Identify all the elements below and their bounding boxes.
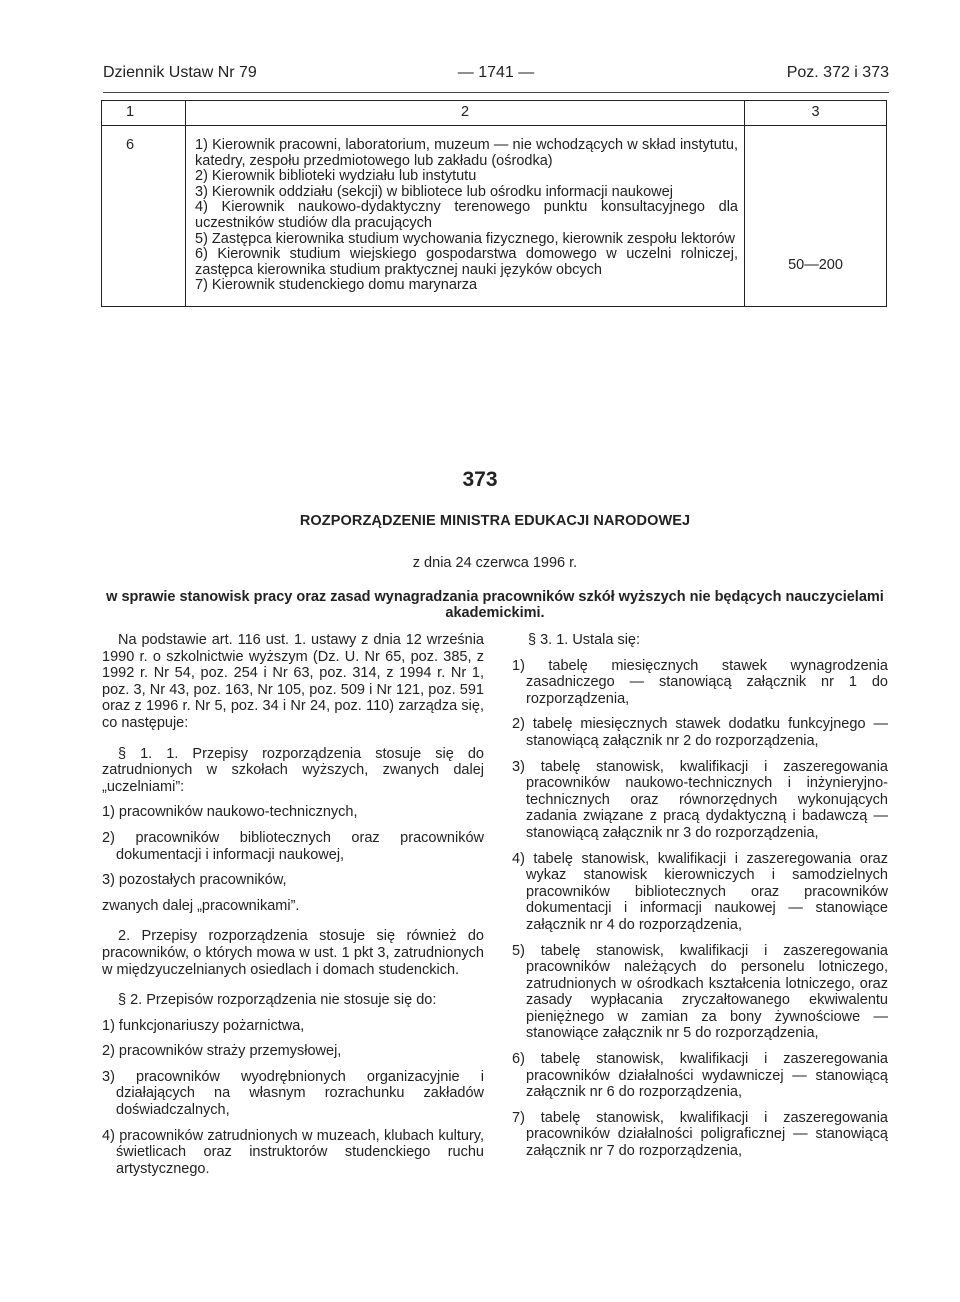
paragraph-1-2: 2. Przepisy rozporządzenia stosuje się również do pracowników, o których mowa w ust. 1 pkt 3, zatrudnionych w międzyuczelnianych osiedlach i domach studenckich.	[102, 928, 484, 978]
list-item: 6) tabelę stanowisk, kwalifikacji i zaszeregowania pracowników działalności wydawniczej — stanowiącą załącznik nr 6 do rozporządzenia,	[512, 1051, 888, 1101]
list-item: 2) pracowników straży przemysłowej,	[102, 1043, 342, 1060]
list-item: 2) pracowników bibliotecznych oraz pracowników dokumentacji i informacji naukowej,	[102, 829, 484, 863]
table-header-cell: 2	[186, 101, 745, 126]
running-header	[103, 64, 889, 86]
journal-name: Dziennik Ustaw Nr 79	[103, 64, 257, 81]
positions-table	[101, 100, 887, 307]
left-column	[102, 632, 484, 1177]
preamble: Na podstawie art. 116 ust. 1. ustawy z dnia 12 września 1990 r. o szkolnictwie wyższym (Dz. U. Nr 65, poz. 385, z 1992 r. Nr 54, poz. 254 i Nr 63, poz. 314, z 1994 r. Nr 1, poz. 3, Nr 43, poz. 163, Nr 105, poz. 509 i Nr 121, poz. 591 oraz z 1996 r. Nr 5, poz. 34 i Nr 24, poz. 110) zarządza się, co następuje:	[102, 632, 484, 731]
paragraph-1-tail: zwanych dalej „pracownikami”.	[102, 897, 300, 914]
list-item: 3) pracowników wyodrębnionych organizacyjnie i działających na własnym rozrachunku zakładów doświadczalnych,	[102, 1068, 484, 1119]
right-column	[512, 632, 888, 1160]
act-number: 373	[462, 468, 498, 491]
table-row	[102, 126, 887, 307]
row-number: 6	[102, 126, 186, 307]
paragraph-3: § 3. 1. Ustala się:	[528, 632, 641, 648]
act-date: z dnia 24 czerwca 1996 r.	[412, 555, 578, 571]
position-numbers: Poz. 372 i 373	[786, 64, 889, 81]
paragraph-2: § 2. Przepisów rozporządzenia nie stosuje się do:	[118, 992, 437, 1009]
paragraph-1-1: § 1. 1. Przepisy rozporządzenia stosuje się do zatrudnionych w szkołach wyższych, zwanych dalej „uczelniami”:	[102, 745, 484, 795]
list-item: 5) Zastępca kierownika studium wychowania fizycznego, kierownik zespołu lektorów	[195, 230, 735, 247]
list-item: 1) funkcjonariuszy pożarnictwa,	[102, 1017, 305, 1034]
rate-cell	[745, 126, 887, 307]
list-item: 7) Kierownik studenckiego domu marynarza	[195, 277, 478, 294]
table-header-cell: 3	[745, 101, 887, 126]
list-item: 2) Kierownik biblioteki wydziału lub instytutu	[195, 168, 477, 185]
list-item: 4) pracowników zatrudnionych w muzeach, klubach kultury, świetlicach oraz instruktorów studenckiego ruchu artystycznego.	[102, 1127, 484, 1177]
table-header-cell: 1	[102, 101, 186, 126]
act-subject: w sprawie stanowisk pracy oraz zasad wynagradzania pracowników szkół wyższych nie będących nauczycielami akademickimi.	[106, 589, 884, 621]
act-title: ROZPORZĄDZENIE MINISTRA EDUKACJI NARODOWEJ	[299, 513, 691, 529]
table-header-row	[102, 101, 887, 126]
list-item: 4) tabelę stanowisk, kwalifikacji i zaszeregowania oraz wykaz stanowisk kierowniczych i samodzielnych pracowników bibliotecznych oraz pracowników dokumentacji i informacji naukowej — stanowiące załącznik nr 4 do rozporządzenia,	[512, 850, 888, 933]
page-number: — 1741 —	[457, 64, 535, 81]
list-item: 1) Kierownik pracowni, laboratorium, muzeum — nie wchodzących w skład instytutu, katedry, zespołu przedmiotowego lub zakładu (ośrodka)	[195, 137, 738, 169]
rate-value: 50—200	[788, 257, 843, 273]
list-item: 4) Kierownik naukowo-dydaktyczny terenowego punktu konsultacyjnego dla uczestników studiów dla pracujących	[195, 199, 738, 231]
list-item: 1) pracowników naukowo-technicznych,	[102, 804, 358, 821]
list-item: 1) tabelę miesięcznych stawek wynagrodzenia zasadniczego — stanowiącą załącznik nr 1 do rozporządzenia,	[512, 657, 888, 707]
list-item: 5) tabelę stanowisk, kwalifikacji i zaszeregowania pracowników należących do personelu lotniczego, zatrudnionych w ośrodkach kształcenia lotniczego, oraz zasady wypłacania zryczałtowanego ekwiwalentu pieniężnego w zamian za bony żywnościowe — stanowiące załącznik nr 5 do rozporządzenia,	[512, 942, 888, 1042]
list-item: 3) Kierownik oddziału (sekcji) w bibliotece lub ośrodku informacji naukowej	[195, 183, 673, 200]
list-item: 2) tabelę miesięcznych stawek dodatku funkcyjnego — stanowiącą załącznik nr 2 do rozporządzenia,	[512, 716, 888, 749]
list-item: 6) Kierownik studium wiejskiego gospodarstwa domowego w uczelni rolniczej, zastępca kierownika studium praktycznej nauki języków obcych	[195, 246, 738, 278]
list-item: 3) tabelę stanowisk, kwalifikacji i zaszeregowania pracowników naukowo-technicznych i inżynieryjno-technicznych oraz równorzędnych wykonujących zadania związane z pracą dydaktyczną i badawczą — stanowiącą załącznik nr 3 do rozporządzenia,	[512, 758, 888, 841]
list-item: 3) pozostałych pracowników,	[102, 872, 287, 889]
list-item: 7) tabelę stanowisk, kwalifikacji i zaszeregowania pracowników działalności poligraficznej — stanowiącą załącznik nr 7 do rozporządzenia,	[512, 1109, 888, 1160]
positions-list	[186, 126, 745, 307]
header-rule	[103, 92, 889, 93]
